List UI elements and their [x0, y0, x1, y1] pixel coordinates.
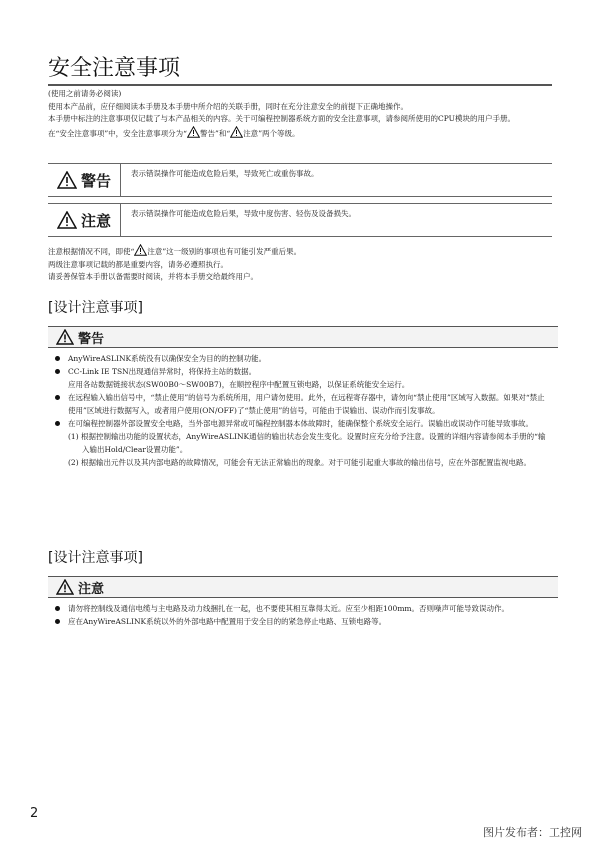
banner-label: 注意: [78, 581, 105, 597]
section-heading-design-caution: [设计注意事项]: [48, 550, 143, 566]
caution-description: 表示错误操作可能造成危险后果，导致中度伤害、轻伤及设备损失。: [121, 204, 553, 237]
list-item: 在远程输入输出信号中，“禁止使用”的信号为系统所用，用户请勿使用。此外，在远程寄存器中，请勿向“禁止使用”区域写入数据。如果对“禁止使用”区域进行数据写入，或者用户使用(ON/OFF)了“禁止使用”的信号，可能由于误输出、误动作而引发事故。: [54, 391, 548, 417]
note-line: 两级注意事项记载的都是重要内容，请务必遵照执行。: [48, 259, 228, 269]
note-line: 注意根据情况不同，即使“ 注意”这一级别的事项也有可能引发严重后果。: [48, 244, 556, 259]
intro-line-levels: 在“安全注意事项”中，安全注意事项分为“ 警告”和“ 注意”两个等级。: [48, 126, 556, 141]
caution-row: [48, 204, 552, 237]
title-divider: [48, 84, 552, 86]
warning-label: 警告: [80, 171, 111, 190]
banner-label: 警告: [78, 331, 105, 347]
page-title: 安全注意事项: [48, 56, 181, 81]
caution-label: 注意: [80, 211, 111, 230]
hazard-level-table: [48, 163, 552, 237]
caution-triangle-icon: [134, 244, 147, 256]
warning-triangle-icon: [57, 171, 77, 189]
intro-text: [48, 88, 556, 140]
watermark: 图片发布者：工控网: [483, 826, 582, 839]
list-item: CC-Link IE TSN出现通信异常时，将保持主站的数据。 应用各站数据链接状态(SW00B0～SW00B7)，在顺控程序中配置互锁电路，以保证系统能安全运行。: [54, 365, 548, 391]
list-item: 应在AnyWireASLINK系统以外的外部电路中配置用于安全目的的紧急停止电路、互锁电路等。: [54, 615, 548, 628]
intro-line: 使用本产品前，应仔细阅读本手册及本手册中所介绍的关联手册，同时在充分注意安全的前提下正确地操作。: [48, 101, 408, 111]
caution-triangle-icon: [230, 126, 243, 138]
caution-triangle-icon: [57, 211, 77, 229]
warning-list: [54, 352, 548, 469]
page-number: 2: [30, 806, 39, 821]
section-heading-design-warning: [设计注意事项]: [48, 300, 143, 316]
warning-banner: [48, 326, 558, 348]
warning-triangle-icon: [187, 126, 200, 138]
list-item: 请勿将控制线及通信电缆与主电路及动力线捆扎在一起，也不要使其相互靠得太近。应至少相距100mm。否则噪声可能导致误动作。: [54, 602, 548, 615]
list-item: 在可编程控制器外部设置安全电路，当外部电源异常或可编程控制器本体故障时，能确保整个系统安全运行。误输出或误动作可能导致事故。 (1) 根据控制输出功能的设置状态，AnyWireASLINK通信的输出状态会发生变化。设置时应充分给予注意。设置的详细内容请参阅本手册的“输入输出Hold/Clear设置功能”。 (2) 根据输出元件以及其内部电路的故障情况，可能会有无法正常输出的现象。对于可能引起重大事故的输出信号，应在外部配置监视电路。: [54, 417, 548, 469]
numbered-subitem: (1) 根据控制输出功能的设置状态，AnyWireASLINK通信的输出状态会发生变化。设置时应充分给予注意。设置的详细内容请参阅本手册的“输入输出Hold/Clear设置功能”。: [68, 432, 546, 454]
intro-line: 本手册中标注的注意事项仅记载了与本产品相关的内容。关于可编程控制器系统方面的安全注意事项，请参阅所使用的CPU模块的用户手册。: [48, 114, 515, 123]
warning-description: 表示错误操作可能造成危险后果，导致死亡或重伤事故。: [121, 164, 553, 197]
notes-text: [48, 244, 556, 284]
list-item: AnyWireASLINK系统没有以确保安全为目的的控制功能。: [54, 352, 548, 365]
note-line: 请妥善保管本手册以备需要时阅读，并将本手册交给最终用户。: [48, 272, 258, 281]
warning-triangle-icon: [56, 329, 74, 345]
caution-banner: [48, 576, 558, 598]
intro-line: (使用之前请务必阅读): [48, 89, 122, 98]
warning-row: [48, 164, 552, 197]
caution-list: [54, 602, 548, 628]
numbered-subitem: (2) 根据输出元件以及其内部电路的故障情况，可能会有无法正常输出的现象。对于可能引起重大事故的输出信号，应在外部配置监视电路。: [68, 458, 532, 467]
caution-triangle-icon: [56, 579, 74, 595]
